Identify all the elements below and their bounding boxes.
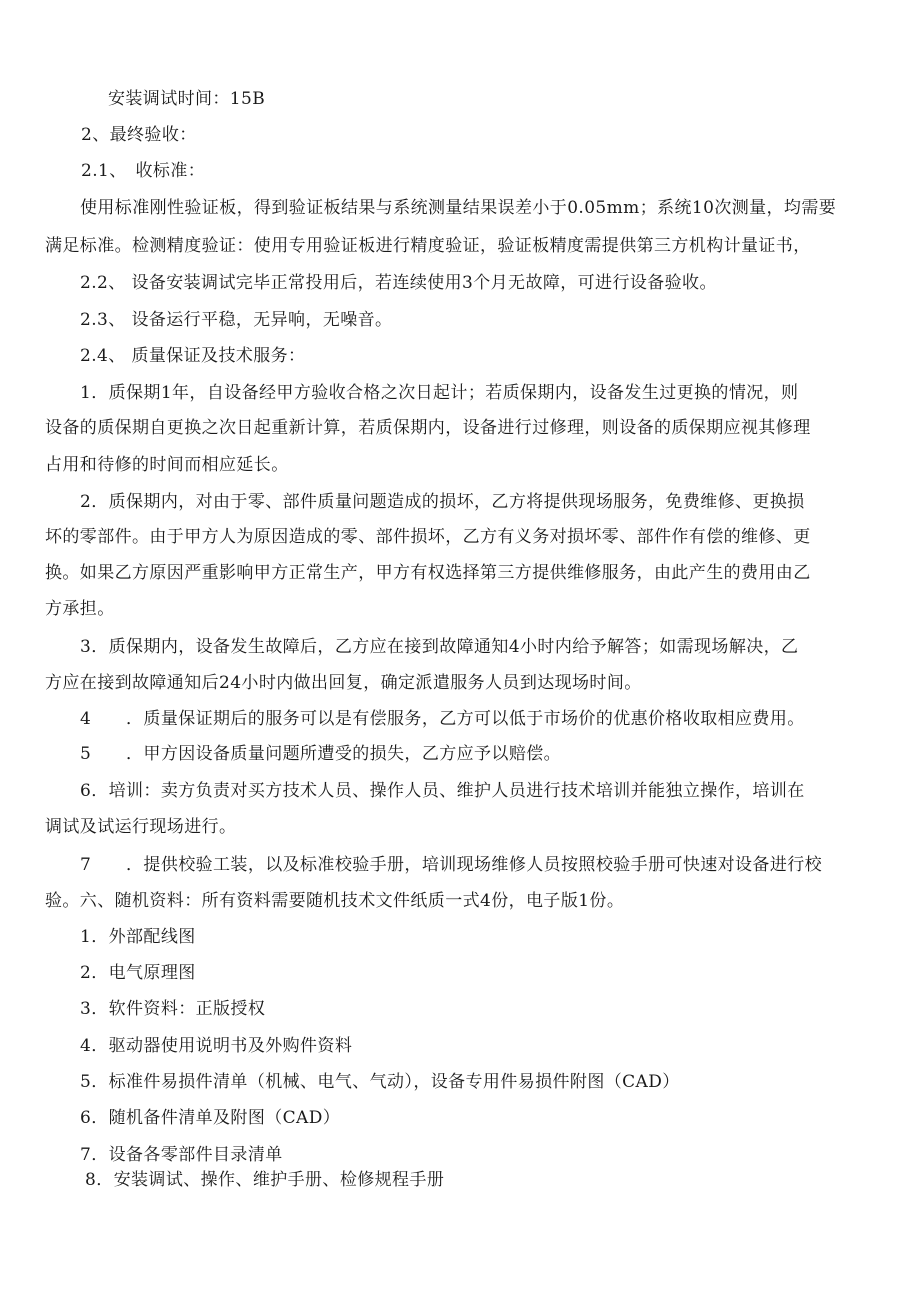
material-item: 2．电气原理图 (80, 963, 196, 983)
warranty-item-1-line: 1．质保期1年，自设备经甲方验收合格之次日起计；若质保期内，设备发生过更换的情况，则 (80, 383, 799, 403)
warranty-item-1-line: 设备的质保期自更换之次日起重新计算，若质保期内，设备进行过修理，则设备的质保期应视其修理 (45, 418, 811, 438)
final-acceptance-heading: 2、最终验收： (81, 125, 197, 145)
material-item: 4．驱动器使用说明书及外购件资料 (80, 1036, 353, 1056)
material-item: 5．标准件易损件清单（机械、电气、气动），设备专用件易损件附图（CAD） (80, 1072, 680, 1092)
install-time-line: 安装调试时间：15B (108, 89, 266, 109)
material-item: 6．随机备件清单及附图（CAD） (80, 1108, 341, 1128)
material-item: 7．设备各零部件目录清单 (80, 1145, 283, 1165)
item-2-4: 2.4、 质量保证及技术服务： (80, 346, 306, 366)
material-item: 1．外部配线图 (80, 927, 196, 947)
warranty-item-3-line: 方应在接到故障通知后24小时内做出回复，确定派遣服务人员到达现场时间。 (45, 673, 642, 693)
warranty-item-2-line: 方承担。 (45, 599, 115, 619)
warranty-item-2-line: 坏的零部件。由于甲方人为原因造成的零、部件损坏，乙方有义务对损坏零、部件作有偿的维修、更 (45, 527, 811, 547)
warranty-item-7-line: 7 ．提供校验工装，以及标准校验手册，培训现场维修人员按照校验手册可快速对设备进行校 (80, 855, 823, 875)
acceptance-standard-line: 满足标准。检测精度验证：使用专用验证板进行精度验证，验证板精度需提供第三方机构计量证书， (45, 236, 811, 256)
item-2-2: 2.2、 设备安装调试完毕正常投用后，若连续使用3个月无故障，可进行设备验收。 (80, 273, 717, 293)
material-item: 8．安装调试、操作、维护手册、检修规程手册 (85, 1170, 445, 1190)
warranty-item-6-line: 6．培训：卖方负责对买方技术人员、操作人员、维护人员进行技术培训并能独立操作，培训在 (80, 781, 805, 801)
item-2-3: 2.3、 设备运行平稳，无异响，无噪音。 (80, 310, 393, 330)
warranty-item-6-line: 调试及试运行现场进行。 (45, 817, 237, 837)
warranty-item-2-line: 2．质保期内，对由于零、部件质量问题造成的损坏，乙方将提供现场服务，免费维修、更换损 (80, 492, 805, 512)
warranty-item-3-line: 3．质保期内，设备发生故障后，乙方应在接到故障通知4小时内给予解答；如需现场解决，乙 (80, 637, 799, 657)
warranty-item-7-line: 验。六、随机资料：所有资料需要随机技术文件纸质一式4份，电子版1份。 (45, 891, 625, 911)
acceptance-standard-line: 使用标准刚性验证板，得到验证板结果与系统测量结果误差小于0.05mm；系统10次测量，均需要 (80, 198, 837, 218)
warranty-item-2-line: 换。如果乙方原因严重影响甲方正常生产，甲方有权选择第三方提供维修服务，由此产生的费用由乙 (45, 563, 811, 583)
acceptance-standard-heading: 2.1、 收标准： (81, 161, 206, 181)
material-item: 3．软件资料：正版授权 (80, 999, 266, 1019)
warranty-item-4-line: 4 ．质量保证期后的服务可以是有偿服务，乙方可以低于市场价的优惠价格收取相应费用。 (80, 709, 805, 729)
warranty-item-5-line: 5 ．甲方因设备质量问题所遭受的损失，乙方应予以赔偿。 (80, 744, 562, 764)
warranty-item-1-line: 占用和待修的时间而相应延长。 (45, 455, 289, 475)
